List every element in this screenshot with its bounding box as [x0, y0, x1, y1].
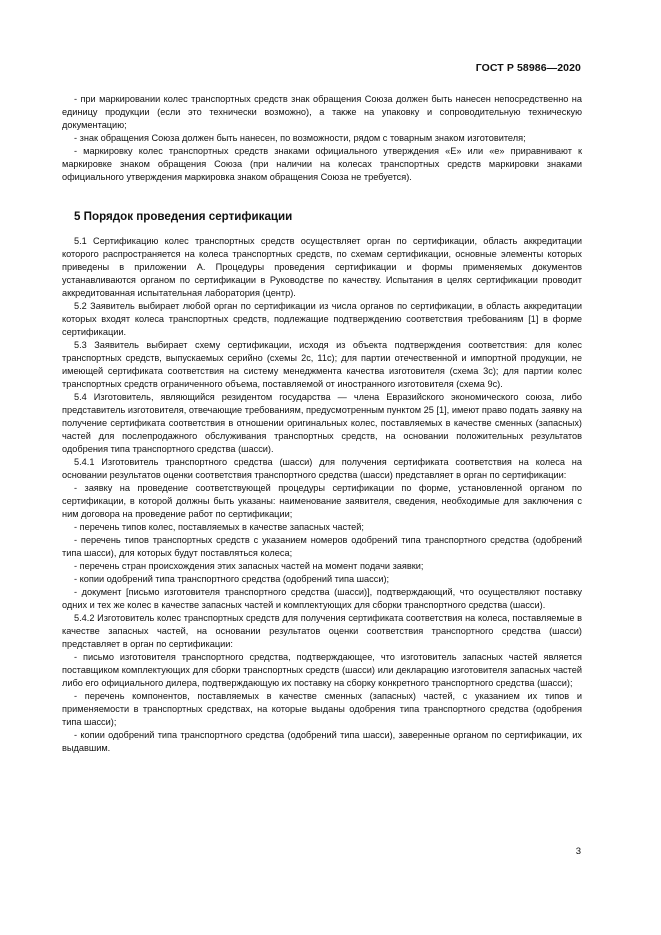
- list-item: - заявку на проведение соответствующей процедуры сертификации по форме, установленной органом по сертификации, в которой должны быть указаны: наименование заявителя, сведения, необходимые для заключения с ним договора на проведение работ по сертификации;: [62, 483, 582, 519]
- intro-item-1: - при маркировании колес транспортных средств знак обращения Союза должен быть нанесен непосредственно на единицу продукции (если это технически возможно), а также на упаковку и сопроводительную техническую документацию;: [62, 94, 582, 130]
- list-item: - перечень типов колес, поставляемых в качестве запасных частей;: [74, 522, 364, 532]
- paragraph-5-1: 5.1 Сертификацию колес транспортных средств осуществляет орган по сертификации, область аккредитации которого распространяется на колеса транспортных средств, по схемам сертификации, основные элементы которых приведены в приложении А. Процедуры проведения сертификации и формы применяемых документов устанавливаются органом по сертификации в Руководстве по качеству. Испытания в целях сертификации проводит аккредитованная испытательная лаборатория (центр).: [62, 236, 582, 298]
- intro-item-2: - знак обращения Союза должен быть нанесен, по возможности, рядом с товарным знаком изготовителя;: [74, 133, 526, 143]
- page-number: 3: [575, 846, 581, 857]
- list-item: - копии одобрений типа транспортного средства (одобрений типа шасси), заверенные органом по сертификации, их выдавшим.: [62, 730, 582, 753]
- paragraph-5-2: 5.2 Заявитель выбирает любой орган по сертификации из числа органов по сертификации, в область аккредитации которых входят колеса транспортных средств, подлежащие подтверждению соответствия требованиям [1] в форме сертификации.: [62, 301, 582, 337]
- list-item: - копии одобрений типа транспортного средства (одобрений типа шасси);: [74, 574, 390, 584]
- intro-item-3: - маркировку колес транспортных средств знаками официального утверждения «Е» или «е» приравнивают к маркировке знаком обращения Союза (при наличии на колесах транспортных средств маркировки знаками официального утверждения маркировка знаком обращения Союза не требуется).: [62, 146, 582, 182]
- list-item: - перечень стран происхождения этих запасных частей на момент подачи заявки;: [74, 561, 424, 571]
- list-item: - перечень типов транспортных средств с указанием номеров одобрений типа транспортного средства (одобрений типа шасси), для которых будут поставляться колеса;: [62, 535, 582, 558]
- list-item: - перечень компонентов, поставляемых в качестве сменных (запасных) частей, с указанием их типов и применяемости в транспортных средствах, на которые выданы одобрения типа транспортного средства (одобрения типа шасси);: [62, 691, 582, 727]
- document-header-code: ГОСТ Р 58986—2020: [475, 62, 581, 74]
- document-body: [62, 93, 582, 755]
- paragraph-5-4-2: 5.4.2 Изготовитель колес транспортных средств для получения сертификата соответствия на колеса, поставляемые в качестве запасных частей, на основании результатов оценки соответствия транспортного средства (шасси) представляет в орган по сертификации:: [62, 613, 582, 649]
- list-item: - документ [письмо изготовителя транспортного средства (шасси)], подтверждающий, что осуществляют поставку одних и тех же колес в качестве запасных частей и комплектующих для сборки транспортного средства (шасси).: [62, 587, 582, 610]
- section-title: 5 Порядок проведения сертификации: [74, 210, 293, 223]
- paragraph-5-4: 5.4 Изготовитель, являющийся резидентом государства — члена Евразийского экономического союза, либо представитель изготовителя, отвечающие требованиям, предусмотренным пунктом 25 [1], имеют право подать заявку на получение сертификата соответствия в отношении оригинальных колес, поставляемых в качестве сменных (запасных) частей для послепродажного обслуживания транспортных средств, на основании положительных результатов одобрения типа транспортного средства (шасси).: [62, 392, 582, 454]
- paragraph-5-3: 5.3 Заявитель выбирает схему сертификации, исходя из объекта подтверждения соответствия: для колес транспортных средств, выпускаемых серийно (схемы 2с, 11с); для партии отечественной и импортной продукции, не имеющей сертификата соответствия на систему менеджмента качества изготовителя (схема 3с); для партии колес транспортных средств ограниченного объема, поставляемой от иностранного изготовителя (схема 9с).: [62, 340, 582, 389]
- paragraph-5-4-1: 5.4.1 Изготовитель транспортного средства (шасси) для получения сертификата соответствия на колеса на основании результатов оценки соответствия транспортного средства (шасси) представляет в орган по сертификации:: [62, 457, 582, 480]
- list-item: - письмо изготовителя транспортного средства, подтверждающее, что изготовитель запасных частей является поставщиком комплектующих для сборки транспортных средств (шасси) или декларацию изготовителя запасных частей либо его официального дилера, подтверждающую их поставку на сборку конкретного транспортного средства (шасси);: [62, 652, 582, 688]
